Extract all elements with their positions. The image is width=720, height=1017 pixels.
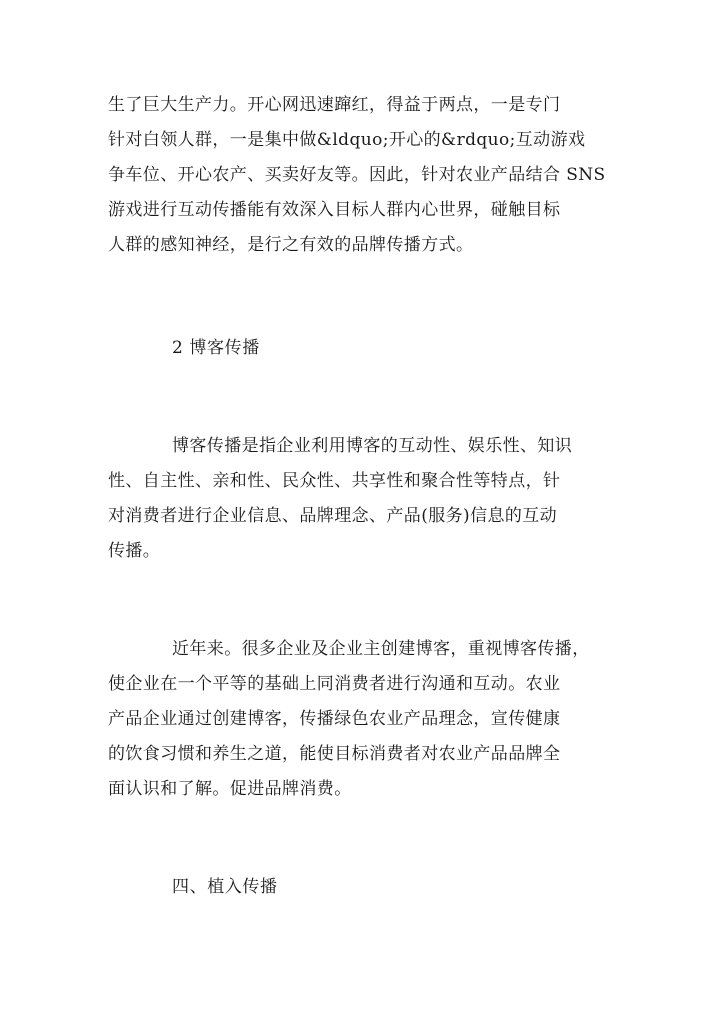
section-heading-placement: 四、植入传播	[172, 877, 278, 897]
paragraph-line: 使企业在一个平等的基础上同消费者进行沟通和互动。农业	[108, 674, 561, 694]
section-heading-blog: 2 博客传播	[172, 338, 260, 358]
paragraph-line: 针对白领人群，一是集中做&ldquo;开心的&rdquo;互动游戏	[108, 130, 586, 150]
paragraph-line: 面认识和了解。促进品牌消费。	[108, 779, 352, 799]
paragraph-line: 传播。	[108, 541, 161, 561]
paragraph-line: 的饮食习惯和养生之道，能使目标消费者对农业产品品牌全	[108, 744, 561, 764]
paragraph-line: 博客传播是指企业利用博客的互动性、娱乐性、知识	[172, 436, 573, 456]
paragraph-line: 游戏进行互动传播能有效深入目标人群内心世界，碰触目标	[108, 200, 561, 220]
paragraph-line: 人群的感知神经，是行之有效的品牌传播方式。	[108, 235, 474, 255]
paragraph-line: 产品企业通过创建博客，传播绿色农业产品理念，宣传健康	[108, 709, 561, 729]
paragraph-line: 性、自主性、亲和性、民众性、共享性和聚合性等特点，针	[108, 471, 561, 491]
paragraph-line: 对消费者进行企业信息、品牌理念、产品(服务)信息的互动	[108, 506, 558, 526]
paragraph-line: 生了巨大生产力。开心网迅速蹿红，得益于两点，一是专门	[108, 95, 561, 115]
paragraph-line: 争车位、开心农产、买卖好友等。因此，针对农业产品结合 SNS	[108, 165, 606, 185]
paragraph-line: 近年来。很多企业及企业主创建博客，重视博客传播，	[172, 639, 590, 659]
